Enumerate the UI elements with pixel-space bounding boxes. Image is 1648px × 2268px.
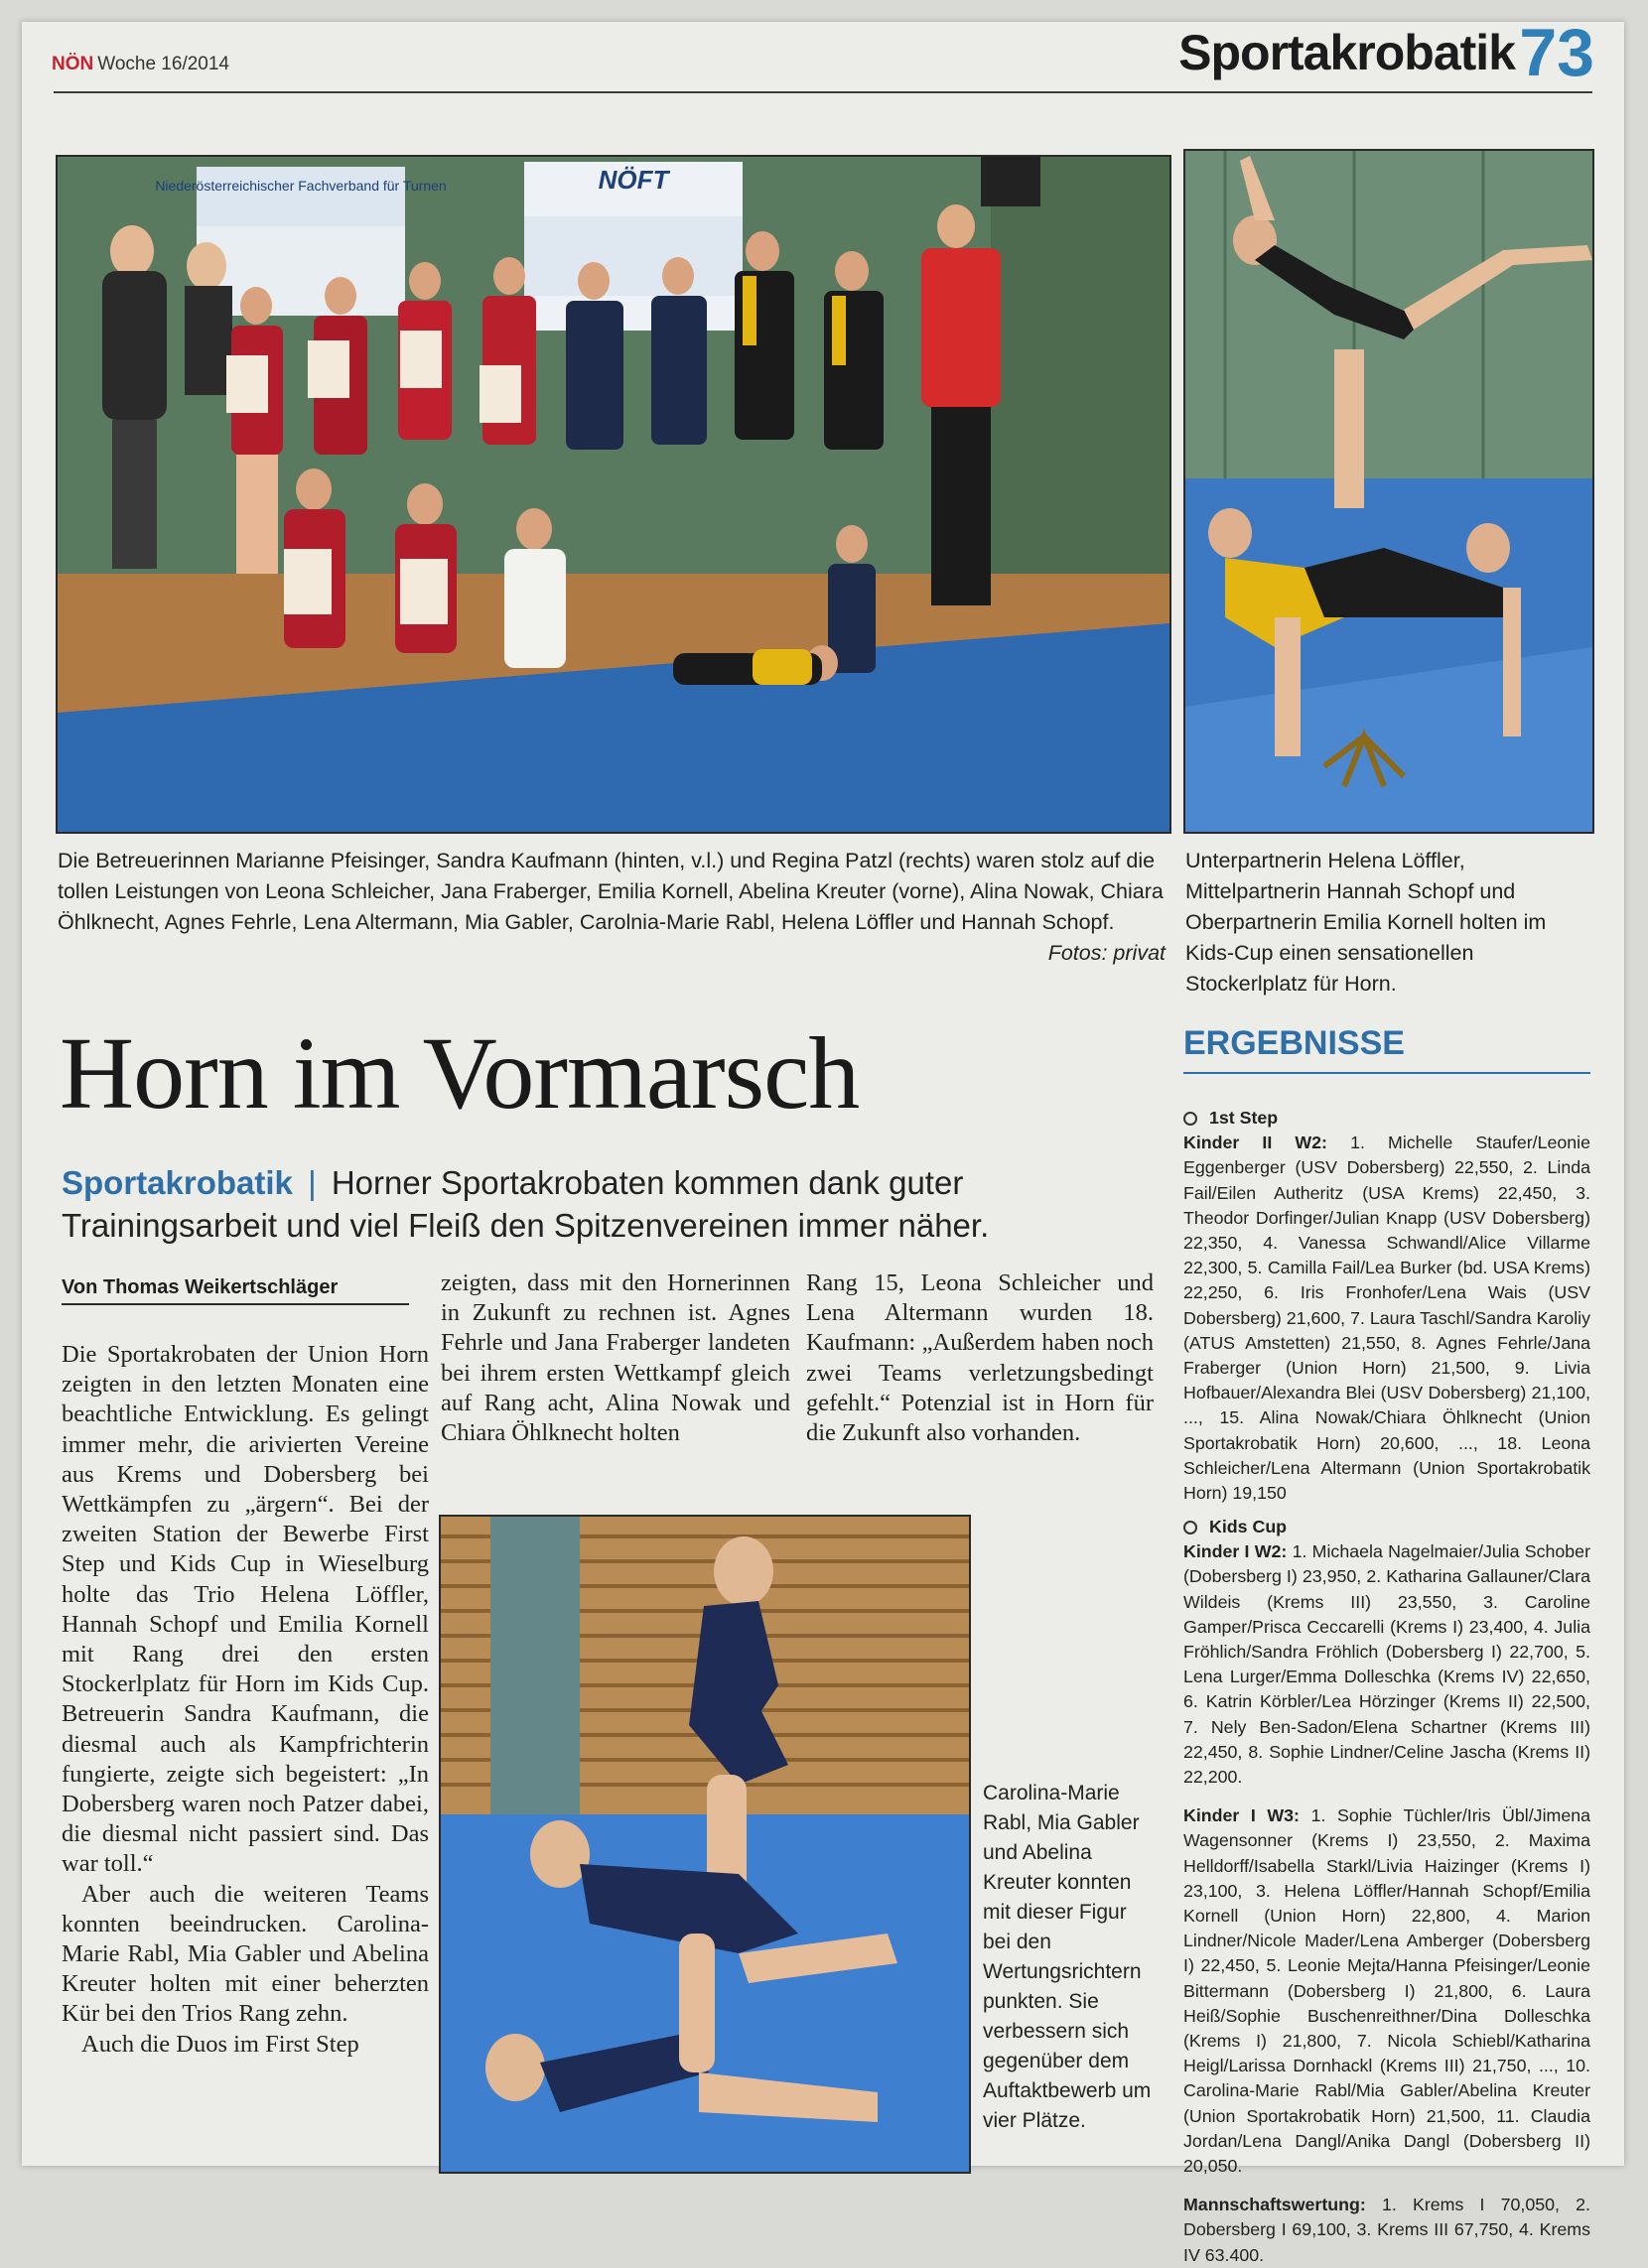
team-photo [56, 155, 1171, 834]
results-kinder1-w2 [1183, 1539, 1590, 1790]
bullet-circle-icon [1183, 1521, 1197, 1534]
results-kinder1-w3 [1183, 1803, 1590, 2179]
results-kinder2 [1183, 1131, 1590, 1506]
paragraph: Auch die Duos im First Step [81, 2030, 359, 2058]
issue-label: Woche 16/2014 [97, 54, 229, 74]
paragraph: Die Sportakrobaten der Union Horn zeigten in den letzten Monaten eine beachtliche Entwicklung. Es gelingt immer mehr, die arivierten Vereine aus Krems und Dobersberg bei Wettkämpfen zu „ärgern“. Bei der zweiten Station der Bewerbe First Step und Kids Cup in Wieselburg holte das Trio Helena Löffler, Hannah Schopf und Emilia Kornell mit Rang drei den ersten Stockerlplatz für Horn im Kids Cup. Betreuerin Sandra Kaufmann, die diesmal auch als Kampfrichterin fungierte, zeigte sich begeistert: „In Dobersberg waren noch Patzer dabei, die diesmal nicht passiert sind. Das war toll.“ [62, 1341, 429, 1878]
teaser-text: Horner Sportakrobaten kommen dank guter Trainingsarbeit und viel Fleiß den Spitzenvereinen immer näher. [62, 1164, 990, 1244]
category-results: 1. Sophie Tüchler/Iris Übl/Jimena Wagensonner (Krems I) 23,550, 2. Maxima Helldorff/Isabella Starkl/Livia Haizinger (Krems I) 23,100, 3. Helena Löffler/Hannah Schopf/Emilia Kornell (Union Horn) 22,800, 4. Marion Lindner/Nicole Mader/Lena Amberger (Dobersberg I) 22,450, 5. Leonie Mejta/Hanna Pfeisinger/Leonie Bittermann (Dobersberg I) 21,800, 6. Laura Heiß/Sophie Buschenreithner/Dina Dolleschka (Krems I) 21,800, 7. Nicola Schiebl/Katharina Heigl/Larissa Dornhackl (Krems III) 21,750, ..., 10. Carolina-Marie Rabl/Mia Gabler/Abelina Kreuter (Union Sportakrobatik Horn) 21,500, 11. Claudia Jordan/Lena Dangl/Anika Dangl (Dobersberg II) 20,050. [1183, 1805, 1590, 2177]
category-label: Kinder II W2: [1183, 1133, 1327, 1153]
team-caption-text: Die Betreuerinnen Marianne Pfeisinger, Sandra Kaufmann (hinten, v.l.) und Regina Patzl (rechts) waren stolz auf die tollen Leistungen von Leona Schleicher, Jana Fraberger, Emilia Kornell, Abelina Kreuter (vorne), Alina Nowak, Chiara Öhlknecht, Agnes Fehrle, Lena Altermann, Mia Gabler, Carolnia-Marie Rabl, Helena Löffler und Hannah Schopf. [58, 849, 1164, 934]
trio-photo [1183, 149, 1594, 834]
page-number: 73 [1519, 15, 1594, 90]
newspaper-page [22, 15, 1624, 2265]
article-byline: Von Thomas Weikertschläger [62, 1276, 409, 1305]
results-rule [1183, 1072, 1590, 1074]
article-column-2 [441, 1268, 790, 1448]
duo-photo-caption: Carolina-Marie Rabl, Mia Gabler und Abelina Kreuter konnten mit dieser Figur bei den Wertungsrichtern punkten. Sie verbessern sich gegenüber dem Auftaktbewerb um vier Plätze. [983, 1782, 1152, 2132]
article-teaser [62, 1161, 1154, 1247]
paragraph: Aber auch die weiteren Teams konnten beeindrucken. Carolina-Marie Rabl, Mia Gabler und Abelina Kreuter holten mit einer beherzten Kür bei den Trios Rang zehn. [62, 1880, 429, 2028]
category-label: Kinder I W2: [1183, 1541, 1288, 1562]
duo-photo [439, 1515, 971, 2174]
results-kids-cup [1183, 1515, 1590, 2268]
bullet-circle-icon [1183, 1112, 1197, 1126]
photo-credit: Fotos: privat [1047, 941, 1166, 965]
kicker-separator: | [308, 1164, 317, 1201]
kids-cup-heading [1183, 1515, 1590, 1539]
header-rule [54, 91, 1592, 93]
article-column-1 [62, 1340, 429, 2060]
trio-photo-caption: Unterpartnerin Helena Löffler, Mittelpartnerin Hannah Schopf und Oberpartnerin Emilia Kornell holten im Kids-Cup einen sensationellen Stockerlplatz für Horn. [1185, 849, 1547, 996]
article-column-3 [806, 1268, 1154, 1448]
paragraph: zeigten, dass mit den Hornerinnen in Zukunft zu rechnen ist. Agnes Fehrle und Jana Fraberger landeten bei ihrem ersten Wettkampf gleich auf Rang acht, Alina Nowak und Chiara Öhlknecht holten [441, 1269, 790, 1447]
category-label: Kinder I W3: [1183, 1805, 1300, 1826]
team-photo-caption [58, 846, 1166, 969]
results-first-step [1183, 1106, 1590, 1506]
article-headline: Horn im Vormarsch [60, 1016, 860, 1131]
results-team [1183, 2193, 1590, 2268]
kids-cup-title: Kids Cup [1209, 1517, 1288, 1536]
category-results: 1. Michelle Staufer/Leonie Eggenberger (USV Dobersberg) 22,550, 2. Linda Fail/Eilen Autheritz (USA Krems) 22,450, 3. Theodor Dorfinger/Julian Knapp (USV Dobersberg) 22,350, 4. Vanessa Schwandl/Alice Villarme 22,300, 5. Camilla Fail/Lea Burker (bd. USA Krems) 22,250, 6. Iris Fronhofer/Lena Wais (USV Dobersberg) 21,600, 7. Laura Taschl/Sandra Karoliy (ATUS Amstetten) 21,550, 8. Agnes Fehrle/Jana Fraberger (Union Horn) 21,500, 9. Livia Hofbauer/Alexandra Blei (USV Dobersberg) 21,100, ..., 15. Alina Nowak/Chiara Öhlknecht (Union Sportakrobatik Horn) 20,600, ..., 18. Leona Schleicher/Lena Altermann (Union Sportakrobatik Horn) 19,150 [1183, 1133, 1590, 1504]
first-step-title: 1st Step [1209, 1108, 1279, 1128]
article-kicker: Sportakrobatik [62, 1164, 293, 1201]
section-title: Sportakrobatik [1178, 25, 1515, 80]
page-header-brand [52, 54, 229, 75]
banner-1-text: Niederösterreichischer Fachverband für Turnen [155, 178, 447, 194]
category-results: 1. Michaela Nagelmaier/Julia Schober (Dobersberg I) 23,950, 2. Katharina Gallauner/Clara Wildeis (Krems III) 23,550, 3. Caroline Gamper/Prisca Ceccarelli (Krems I) 23,400, 4. Julia Fröhlich/Sandra Fröhlich (Dobersberg I) 22,700, 5. Lena Lurger/Emma Dolleschka (Krems IV) 22,650, 6. Katrin Körbler/Lea Hörzinger (Krems II) 22,500, 7. Nely Ben-Sadon/Elena Schartner (Krems III) 22,450, 8. Sophie Lindner/Celine Jascha (Krems II) 22,200. [1183, 1541, 1590, 1788]
brand-logo: NÖN [52, 54, 94, 74]
category-results: 1. Krems I 70,050, 2. Dobersberg I 69,100, 3. Krems III 67,750, 4. Krems IV 63.400. [1183, 2195, 1590, 2265]
category-label: Mannschaftswertung: [1183, 2195, 1366, 2215]
banner-2-logo: NÖFT [598, 165, 669, 195]
first-step-heading [1183, 1106, 1590, 1131]
results-title: ERGEBNISSE [1183, 1024, 1405, 1062]
paragraph: Rang 15, Leona Schleicher und Lena Altermann wurden 18. Kaufmann: „Außerdem haben noch zwei Teams verletzungsbedingt gefehlt.“ Potenzial ist in Horn für die Zukunft also vorhanden. [806, 1269, 1154, 1447]
